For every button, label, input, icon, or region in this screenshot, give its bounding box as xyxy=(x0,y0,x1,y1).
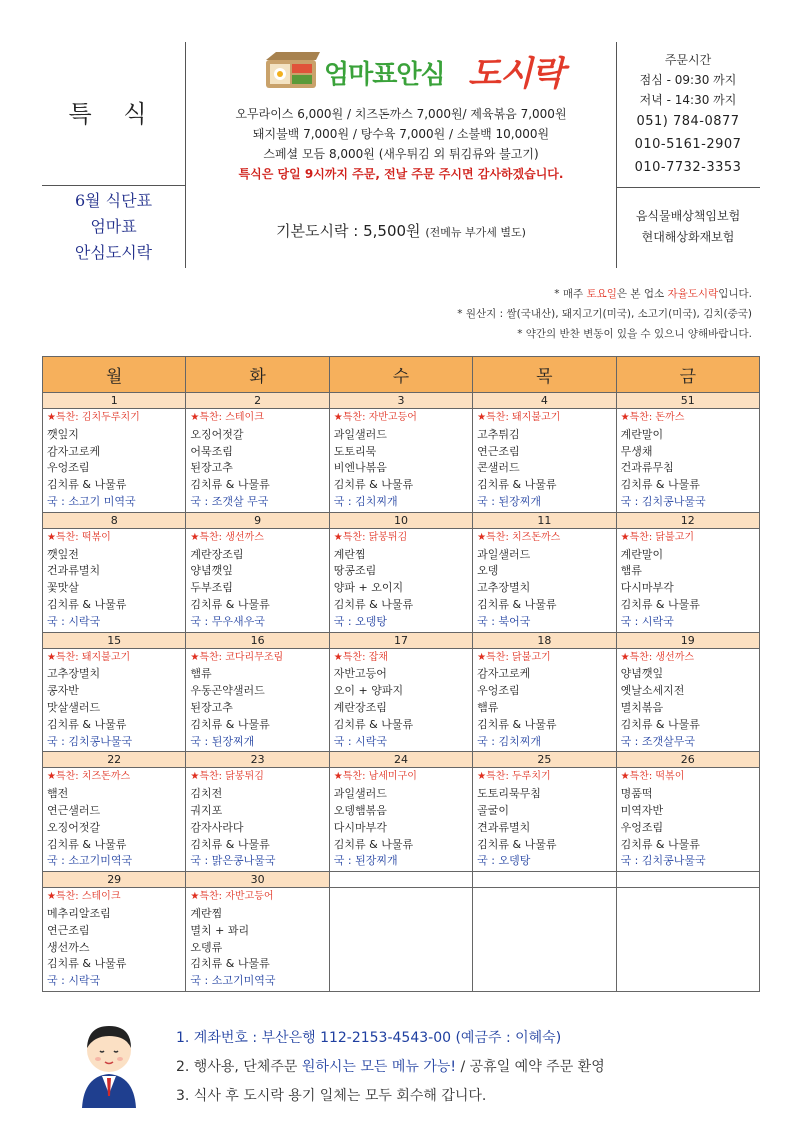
side-dish: 김치류 & 나물류 xyxy=(190,717,270,731)
date-number: 1 xyxy=(43,393,186,409)
special-dish: ★특찬: 돼지불고기 xyxy=(47,651,131,663)
side-dish: 오뎅류 xyxy=(190,940,223,954)
date-number: 8 xyxy=(43,512,186,528)
special-dish: ★특찬: 자반고등어 xyxy=(190,891,274,903)
side-dish: 된장고추 xyxy=(190,700,233,714)
side-dish: 햄류 xyxy=(190,667,212,681)
day-menu-cell xyxy=(616,888,759,992)
side-dish: 김치류 & 나물류 xyxy=(333,597,414,611)
date-row xyxy=(43,393,760,409)
side-dish: 김치류 & 나물류 xyxy=(620,837,700,851)
date-number: 17 xyxy=(329,632,472,648)
day-menu-cell xyxy=(43,648,186,752)
side-dish: 계란말이 xyxy=(620,547,664,561)
special-dish: ★특찬: 자반고등어 xyxy=(333,412,417,423)
menu-row xyxy=(43,528,760,632)
day-menu-cell xyxy=(616,768,759,872)
day-menu-cell xyxy=(473,409,616,513)
date-number: 4 xyxy=(473,393,616,409)
day-menu-cell xyxy=(186,768,329,872)
side-dish: 우엉조림 xyxy=(47,461,90,475)
note-change: * 약간의 반찬 변동이 있을 수 있으니 양해바랍니다. xyxy=(517,328,752,340)
side-dish: 감자고로케 xyxy=(47,444,101,458)
day-menu-cell xyxy=(616,648,759,752)
side-dish: 김치류 & 나물류 xyxy=(477,717,557,731)
side-dish: 김치류 & 나물류 xyxy=(333,478,414,492)
side-dish: 계란장조림 xyxy=(190,547,244,561)
side-dish: 김치류 & 나물류 xyxy=(333,837,414,851)
side-dish: 건과류멸치 xyxy=(47,564,101,578)
side-dish: 된장고추 xyxy=(190,461,233,475)
side-dish: 김치류 & 나물류 xyxy=(47,597,127,611)
special-dish: ★특찬: 스테이크 xyxy=(47,891,121,903)
side-dish: 생선까스 xyxy=(47,940,90,954)
side-dish: 오뎅 xyxy=(477,564,499,578)
date-number: 9 xyxy=(186,512,329,528)
weekday-wed: 수 xyxy=(329,357,472,393)
special-dish: ★특찬: 돈까스 xyxy=(620,412,685,423)
side-dish: 연근조림 xyxy=(477,444,520,458)
divider xyxy=(616,187,760,188)
special-menu-prices xyxy=(186,104,616,184)
side-dish: 과일샐러드 xyxy=(333,427,387,441)
side-dish: 어묵조림 xyxy=(190,444,233,458)
soup: 국 : 조갯살 무국 xyxy=(190,494,269,508)
note-saturday: * 매주 토요일은 본 업소 자율도시락입니다. xyxy=(554,288,752,300)
menu-row xyxy=(43,768,760,872)
weekday-tue: 화 xyxy=(186,357,329,393)
side-dish: 오뎅햄볶음 xyxy=(333,803,387,817)
special-dish: ★특찬: 생선까스 xyxy=(620,651,695,663)
special-dish: ★특찬: 스테이크 xyxy=(190,412,264,423)
soup: 국 : 소고기미역국 xyxy=(190,974,276,988)
side-dish: 양념깻잎 xyxy=(620,667,664,681)
soup: 국 : 된장찌개 xyxy=(477,494,542,508)
side-dish: 김치류 & 나물류 xyxy=(190,478,270,492)
side-dish: 계란찜 xyxy=(190,906,223,920)
brand-logo xyxy=(262,48,582,96)
date-row xyxy=(43,512,760,528)
soup: 국 : 된장찌개 xyxy=(333,854,398,868)
date-number: 3 xyxy=(329,393,472,409)
side-dish: 고추장멸치 xyxy=(47,667,101,681)
insurance-line: 음식물배상책임보험 xyxy=(635,209,741,223)
date-number: 26 xyxy=(616,752,759,768)
side-dish: 다시마부각 xyxy=(333,820,387,834)
side-dish: 고추튀김 xyxy=(477,427,520,441)
day-menu-cell xyxy=(43,409,186,513)
order-notice: 특식은 당일 9시까지 주문, 전날 주문 주시면 감사하겠습니다. xyxy=(238,167,564,181)
side-dish: 땅콩조림 xyxy=(333,564,377,578)
lunch-time: 점심 - 09:30 까지 xyxy=(639,73,737,87)
insurance-line: 현대해상화재보험 xyxy=(641,230,735,244)
day-menu-cell xyxy=(329,768,472,872)
side-dish: 건과류무침 xyxy=(620,461,674,475)
weekday-fri: 금 xyxy=(616,357,759,393)
brand-name-part2: 도시락 xyxy=(468,54,564,94)
side-dish: 깻잎지 xyxy=(47,427,79,441)
side-dish: 김치류 & 나물류 xyxy=(477,837,557,851)
special-dish: ★특찬: 닭봉튀김 xyxy=(333,531,408,543)
soup: 국 : 김치콩나물국 xyxy=(620,494,706,508)
side-dish: 메추리알조림 xyxy=(47,906,111,920)
divider xyxy=(42,185,185,186)
side-dish: 과일샐러드 xyxy=(333,787,387,801)
day-menu-cell xyxy=(186,409,329,513)
side-dish: 햄류 xyxy=(477,700,499,714)
date-row xyxy=(43,872,760,888)
container-note: 3. 식사 후 도시락 용기 일체는 모두 회수해 갑니다. xyxy=(176,1088,487,1104)
date-number: 24 xyxy=(329,752,472,768)
side-dish: 도토리묵무침 xyxy=(477,787,541,801)
side-dish: 맛살샐러드 xyxy=(47,700,101,714)
side-dish: 계란장조림 xyxy=(333,700,387,714)
side-dish: 김치류 & 나물류 xyxy=(477,597,557,611)
date-number: 12 xyxy=(616,512,759,528)
staff-avatar-icon xyxy=(76,1018,142,1108)
vat-note: (전메뉴 부가세 별도) xyxy=(425,226,526,239)
order-time-title: 주문시간 xyxy=(664,53,712,67)
side-dish: 깻잎전 xyxy=(47,547,79,561)
side-dish: 김치류 & 나물류 xyxy=(477,478,557,492)
side-dish: 김치류 & 나물류 xyxy=(190,837,270,851)
soup: 국 : 시락국 xyxy=(620,614,674,628)
brand-label: 안심도시락 xyxy=(74,243,153,262)
day-menu-cell xyxy=(43,768,186,872)
day-menu-cell xyxy=(43,888,186,992)
month-label: 6월 식단표 xyxy=(74,191,153,210)
day-menu-cell xyxy=(329,528,472,632)
side-dish: 김치류 & 나물류 xyxy=(47,717,127,731)
side-dish: 햄류 xyxy=(620,564,642,578)
side-dish: 감자사라다 xyxy=(190,820,244,834)
soup: 국 : 시락국 xyxy=(47,974,101,988)
date-number: 23 xyxy=(186,752,329,768)
special-dish: ★특찬: 남세미구이 xyxy=(333,771,417,783)
special-dish: ★특찬: 김치두루치기 xyxy=(47,412,140,423)
date-number: 15 xyxy=(43,632,186,648)
dinner-time: 저녁 - 14:30 까지 xyxy=(639,93,737,107)
side-dish: 계란말이 xyxy=(620,427,664,441)
weekday-thu: 목 xyxy=(473,357,616,393)
side-dish: 오징어젓갈 xyxy=(190,427,244,441)
side-dish: 양념깻잎 xyxy=(190,564,233,578)
day-menu-cell xyxy=(616,528,759,632)
day-menu-cell xyxy=(186,648,329,752)
date-number xyxy=(329,872,472,888)
special-dish: ★특찬: 떡볶이 xyxy=(620,771,685,783)
header-block xyxy=(42,42,760,268)
side-dish: 오징어젓갈 xyxy=(47,820,101,834)
soup: 국 : 소고기 미역국 xyxy=(47,494,136,508)
day-menu-cell xyxy=(329,648,472,752)
side-dish: 우동곤약샐러드 xyxy=(190,684,265,698)
side-dish: 자반고등어 xyxy=(333,667,387,681)
notes xyxy=(457,284,752,344)
order-info xyxy=(616,50,760,179)
special-dish: ★특찬: 잡채 xyxy=(333,651,388,663)
side-dish: 김치류 & 나물류 xyxy=(47,837,127,851)
soup: 국 : 무우새우국 xyxy=(190,614,265,628)
day-menu-cell xyxy=(473,648,616,752)
date-number: 25 xyxy=(473,752,616,768)
menu-row xyxy=(43,888,760,992)
side-dish: 계란찜 xyxy=(333,547,366,561)
menu-row xyxy=(43,409,760,513)
date-number: 19 xyxy=(616,632,759,648)
soup: 국 : 소고기미역국 xyxy=(47,854,133,868)
side-dish: 감자고로케 xyxy=(477,667,531,681)
side-dish: 김치전 xyxy=(190,787,223,801)
side-dish: 김치류 & 나물류 xyxy=(620,597,700,611)
side-dish: 김치류 & 나물류 xyxy=(190,957,270,971)
date-number xyxy=(473,872,616,888)
side-dish: 김치류 & 나물류 xyxy=(47,478,127,492)
side-dish: 멸치볶음 xyxy=(620,700,664,714)
phone-number[interactable]: 010-7732-3353 xyxy=(634,160,742,175)
side-dish: 김치류 & 나물류 xyxy=(620,717,700,731)
side-dish: 콘샐러드 xyxy=(477,461,520,475)
side-dish: 콩자반 xyxy=(47,684,79,698)
soup: 국 : 북어국 xyxy=(477,614,531,628)
menu-row xyxy=(43,648,760,752)
side-dish: 두부조림 xyxy=(190,581,233,595)
menu-calendar xyxy=(42,356,760,992)
side-dish: 도토리묵 xyxy=(333,444,377,458)
day-menu-cell xyxy=(616,409,759,513)
side-dish: 김치류 & 나물류 xyxy=(190,597,270,611)
date-number: 18 xyxy=(473,632,616,648)
special-dish: ★특찬: 두루치기 xyxy=(477,771,551,783)
side-dish: 비엔나볶음 xyxy=(333,461,387,475)
day-menu-cell xyxy=(473,768,616,872)
day-menu-cell xyxy=(43,528,186,632)
side-dish: 김치류 & 나물류 xyxy=(333,717,414,731)
basic-price: 기본도시락 : 5,500원 xyxy=(276,222,421,240)
day-menu-cell xyxy=(186,528,329,632)
side-dish: 오이 + 양파지 xyxy=(333,684,404,698)
day-menu-cell xyxy=(329,409,472,513)
soup: 국 : 김치콩나물국 xyxy=(620,854,706,868)
date-row xyxy=(43,632,760,648)
price-line: 오무라이스 6,000원 / 치즈돈까스 7,000원/ 제육볶음 7,000원 xyxy=(235,107,567,121)
special-dish: ★특찬: 코다리무조림 xyxy=(190,651,284,663)
group-order-note: 2. 행사용, 단체주문 원하시는 모든 메뉴 가능! / 공휴일 예약 주문 환영 xyxy=(176,1059,605,1075)
side-dish: 꽃맛살 xyxy=(47,581,79,595)
weekday-header xyxy=(43,357,760,393)
date-number: 2 xyxy=(186,393,329,409)
side-dish: 궈지포 xyxy=(190,803,223,817)
date-number: 22 xyxy=(43,752,186,768)
date-number: 51 xyxy=(616,393,759,409)
side-dish: 견과류멸치 xyxy=(477,820,531,834)
special-dish: ★특찬: 떡볶이 xyxy=(47,531,111,543)
side-dish: 멸치 + 꽈리 xyxy=(190,923,250,937)
soup: 국 : 김치찌개 xyxy=(333,494,398,508)
phone-number[interactable]: 051) 784-0877 xyxy=(636,114,740,129)
date-number: 10 xyxy=(329,512,472,528)
day-menu-cell xyxy=(473,888,616,992)
special-dish: ★특찬: 생선까스 xyxy=(190,531,264,543)
side-dish: 연근조림 xyxy=(47,923,90,937)
soup: 국 : 조갯살무국 xyxy=(620,734,696,748)
side-dish: 다시마부각 xyxy=(620,581,674,595)
side-dish: 우엉조림 xyxy=(620,820,664,834)
special-title: 특 식 xyxy=(68,100,159,128)
date-number: 30 xyxy=(186,872,329,888)
brand-label: 엄마표 xyxy=(90,217,137,236)
side-dish: 미역자반 xyxy=(620,803,664,817)
date-number: 16 xyxy=(186,632,329,648)
soup: 국 : 된장찌개 xyxy=(190,734,255,748)
price-line: 스페셜 모듬 8,000원 (새우튀김 외 튀김류와 불고기) xyxy=(263,147,539,161)
soup: 국 : 맑은콩나물국 xyxy=(190,854,276,868)
date-number: 29 xyxy=(43,872,186,888)
side-dish: 양파 + 오이지 xyxy=(333,581,404,595)
brand-name-part1: 엄마표안심 xyxy=(324,60,445,90)
side-dish: 과일샐러드 xyxy=(477,547,531,561)
insurance-info xyxy=(616,206,760,248)
soup: 국 : 시락국 xyxy=(333,734,387,748)
special-dish: ★특찬: 치즈돈까스 xyxy=(47,771,131,783)
side-dish: 연근샐러드 xyxy=(47,803,101,817)
soup: 국 : 시락국 xyxy=(47,614,101,628)
special-dish: ★특찬: 닭봉튀김 xyxy=(190,771,264,783)
phone-number[interactable]: 010-5161-2907 xyxy=(634,137,742,152)
bank-account: 1. 계좌번호 : 부산은행 112-2153-4543-00 (예금주 : 이혜숙) xyxy=(176,1030,562,1046)
day-menu-cell xyxy=(329,888,472,992)
special-dish: ★특찬: 치즈돈까스 xyxy=(477,531,561,543)
basic-box-price xyxy=(186,220,616,241)
special-dish: ★특찬: 닭불고기 xyxy=(620,531,695,543)
menu-label xyxy=(42,188,185,266)
day-menu-cell xyxy=(473,528,616,632)
side-dish: 무생채 xyxy=(620,444,653,458)
lunchbox-icon xyxy=(262,52,320,92)
date-number: 11 xyxy=(473,512,616,528)
special-dish: ★특찬: 돼지불고기 xyxy=(477,412,561,423)
soup: 국 : 김치콩나물국 xyxy=(47,734,133,748)
side-dish: 명품떡 xyxy=(620,787,653,801)
side-dish: 고추장멸치 xyxy=(477,581,531,595)
date-number xyxy=(616,872,759,888)
side-dish: 골굴이 xyxy=(477,803,510,817)
side-dish: 김치류 & 나물류 xyxy=(620,478,700,492)
date-row xyxy=(43,752,760,768)
footer-info xyxy=(176,1024,605,1111)
special-dish: ★특찬: 닭불고기 xyxy=(477,651,551,663)
soup: 국 : 오뎅탕 xyxy=(477,854,531,868)
side-dish: 김치류 & 나물류 xyxy=(47,957,127,971)
side-dish: 옛날소세지전 xyxy=(620,684,685,698)
day-menu-cell xyxy=(186,888,329,992)
weekday-mon: 월 xyxy=(43,357,186,393)
note-origin: * 원산지 : 쌀(국내산), 돼지고기(미국), 소고기(미국), 김치(중국) xyxy=(457,308,752,320)
side-dish: 햄전 xyxy=(47,787,69,801)
soup: 국 : 오뎅탕 xyxy=(333,614,387,628)
price-line: 돼지불백 7,000원 / 탕수육 7,000원 / 소불백 10,000원 xyxy=(252,127,550,141)
side-dish: 우엉조림 xyxy=(477,684,520,698)
soup: 국 : 김치찌개 xyxy=(477,734,542,748)
